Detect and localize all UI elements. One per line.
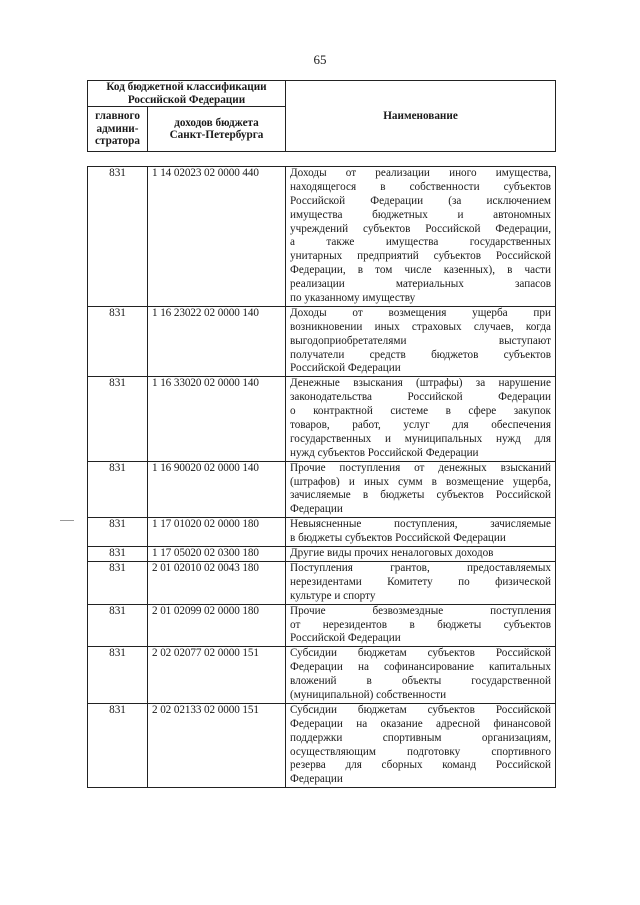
admin-code-cell: 831 — [88, 547, 148, 562]
header-admin-column — [88, 107, 148, 152]
table-row — [88, 518, 556, 547]
table-row — [88, 167, 556, 307]
header-admin-line2: админи- — [96, 122, 139, 135]
income-code-cell: 2 02 02133 02 0000 151 — [148, 703, 286, 787]
description-line: Прочие поступления от денежных взысканий — [290, 461, 551, 474]
description-line: Российской Федерации (за исключением — [290, 194, 551, 207]
description-line: Субсидии бюджетам субъектов Российской — [290, 647, 551, 660]
admin-code-cell: 831 — [88, 604, 148, 647]
income-code-cell: 1 17 01020 02 0000 180 — [148, 518, 286, 547]
description-line: Федерации на оказание адресной финансовой — [290, 717, 551, 730]
income-code-cell: 2 01 02010 02 0043 180 — [148, 561, 286, 604]
table-row — [88, 306, 556, 376]
description-line: товаров, работ, услуг для обеспечения — [290, 419, 551, 432]
admin-code-cell: 831 — [88, 561, 148, 604]
header-name-column: Наименование — [286, 81, 556, 152]
income-code-cell: 1 17 05020 02 0300 180 — [148, 547, 286, 562]
description-cell — [286, 703, 556, 787]
description-line: (штрафов) и иных сумм в возмещение ущерба, — [290, 475, 551, 488]
description-line: имущества бюджетных и автономных — [290, 208, 551, 221]
description-line: унитарных предприятий субъектов Российской — [290, 250, 551, 263]
income-code-cell: 1 16 23022 02 0000 140 — [148, 306, 286, 376]
header-income-column — [148, 107, 286, 152]
table-row — [88, 561, 556, 604]
description-line: Федерации на софинансирование капитальных — [290, 661, 551, 674]
description-line: Российской Федерации — [290, 362, 401, 375]
description-line: нерезидентами Комитету по физической — [290, 575, 551, 588]
description-line: Денежные взыскания (штрафы) за нарушение — [290, 377, 551, 390]
header-admin-line1: главного — [95, 110, 140, 123]
income-code-cell: 1 16 90020 02 0000 140 — [148, 461, 286, 518]
header-group-title-line1: Код бюджетной классификации — [106, 81, 267, 93]
table-row — [88, 461, 556, 518]
description-line: резерва для сборных команд Российской — [290, 759, 551, 772]
description-line: осуществляющим подготовку спортивного — [290, 745, 551, 758]
margin-scan-mark — [60, 520, 74, 521]
description-line: (муниципальной) собственности — [290, 688, 447, 701]
header-group-title — [88, 81, 286, 107]
description-line: Федерации — [290, 503, 343, 516]
admin-code-cell: 831 — [88, 518, 148, 547]
admin-code-cell: 831 — [88, 461, 148, 518]
description-line: вложений в объекты государственной — [290, 675, 551, 688]
description-line: получатели средств бюджетов субъектов — [290, 348, 551, 361]
description-cell — [286, 167, 556, 307]
description-line: Российской Федерации — [290, 632, 401, 645]
description-cell — [286, 518, 556, 547]
income-code-cell: 2 02 02077 02 0000 151 — [148, 647, 286, 704]
description-line: выгодоприобретателями выступают — [290, 334, 551, 347]
admin-code-cell: 831 — [88, 703, 148, 787]
description-line: Другие виды прочих неналоговых доходов — [290, 547, 494, 560]
description-line: Федерации, в том числе казенных), в части — [290, 264, 551, 277]
description-line: Прочие безвозмездные поступления — [290, 604, 551, 617]
description-line: Федерации — [290, 773, 343, 786]
description-line: Доходы от возмещения ущерба при — [290, 306, 551, 319]
admin-code-cell: 831 — [88, 306, 148, 376]
admin-code-cell: 831 — [88, 647, 148, 704]
description-line: государственных и муниципальных нужд для — [290, 432, 551, 445]
description-line: Доходы от реализации иного имущества, — [290, 167, 551, 179]
header-income-line1: доходов бюджета — [174, 116, 259, 129]
table-body — [88, 167, 556, 788]
description-line: Невыясненные поступления, зачисляемые — [290, 518, 551, 531]
table-row — [88, 647, 556, 704]
header-group-title-line2: Российской Федерации — [127, 93, 246, 106]
admin-code-cell: 831 — [88, 167, 148, 307]
description-cell — [286, 561, 556, 604]
description-line: о контрактной системе в сфере закупок — [290, 405, 551, 418]
description-line: зачисляемые в бюджеты субъектов Российской — [290, 489, 551, 502]
description-line: в бюджеты субъектов Российской Федерации — [290, 532, 506, 545]
description-cell — [286, 306, 556, 376]
description-cell — [286, 377, 556, 461]
description-line: Субсидии бюджетам субъектов Российской — [290, 703, 551, 716]
table-header — [87, 80, 556, 152]
description-line: от нерезидентов в бюджеты субъектов — [290, 618, 551, 631]
description-line: нужд субъектов Российской Федерации — [290, 446, 479, 459]
description-line: возникновении иных страховых случаев, когда — [290, 320, 551, 333]
description-line: Поступления грантов, предоставляемых — [290, 561, 551, 574]
description-cell — [286, 604, 556, 647]
income-code-cell: 2 01 02099 02 0000 180 — [148, 604, 286, 647]
description-line: по указанному имуществу — [290, 292, 416, 305]
income-code-cell: 1 16 33020 02 0000 140 — [148, 377, 286, 461]
table-row — [88, 377, 556, 461]
admin-code-cell: 831 — [88, 377, 148, 461]
description-cell — [286, 461, 556, 518]
description-cell — [286, 547, 556, 562]
header-income-line2: Санкт-Петербурга — [169, 129, 264, 141]
table-row — [88, 703, 556, 787]
table-row — [88, 547, 556, 562]
table-row — [88, 604, 556, 647]
description-line: реализации материальных запасов — [290, 278, 551, 291]
header-admin-line3: стратора — [95, 135, 140, 148]
description-line: а также имущества государственных — [290, 236, 551, 249]
budget-classification-table — [87, 166, 556, 788]
description-line: учреждений субъектов Российской Федерации, — [290, 222, 551, 235]
description-cell — [286, 647, 556, 704]
income-code-cell: 1 14 02023 02 0000 440 — [148, 167, 286, 307]
description-line: законодательства Российской Федерации — [290, 391, 551, 404]
description-line: культуре и спорту — [290, 589, 376, 602]
page-number: 65 — [313, 52, 327, 67]
description-line: поддержки спортивным организациям, — [290, 731, 551, 744]
description-line: находящегося в собственности субъектов — [290, 180, 551, 193]
